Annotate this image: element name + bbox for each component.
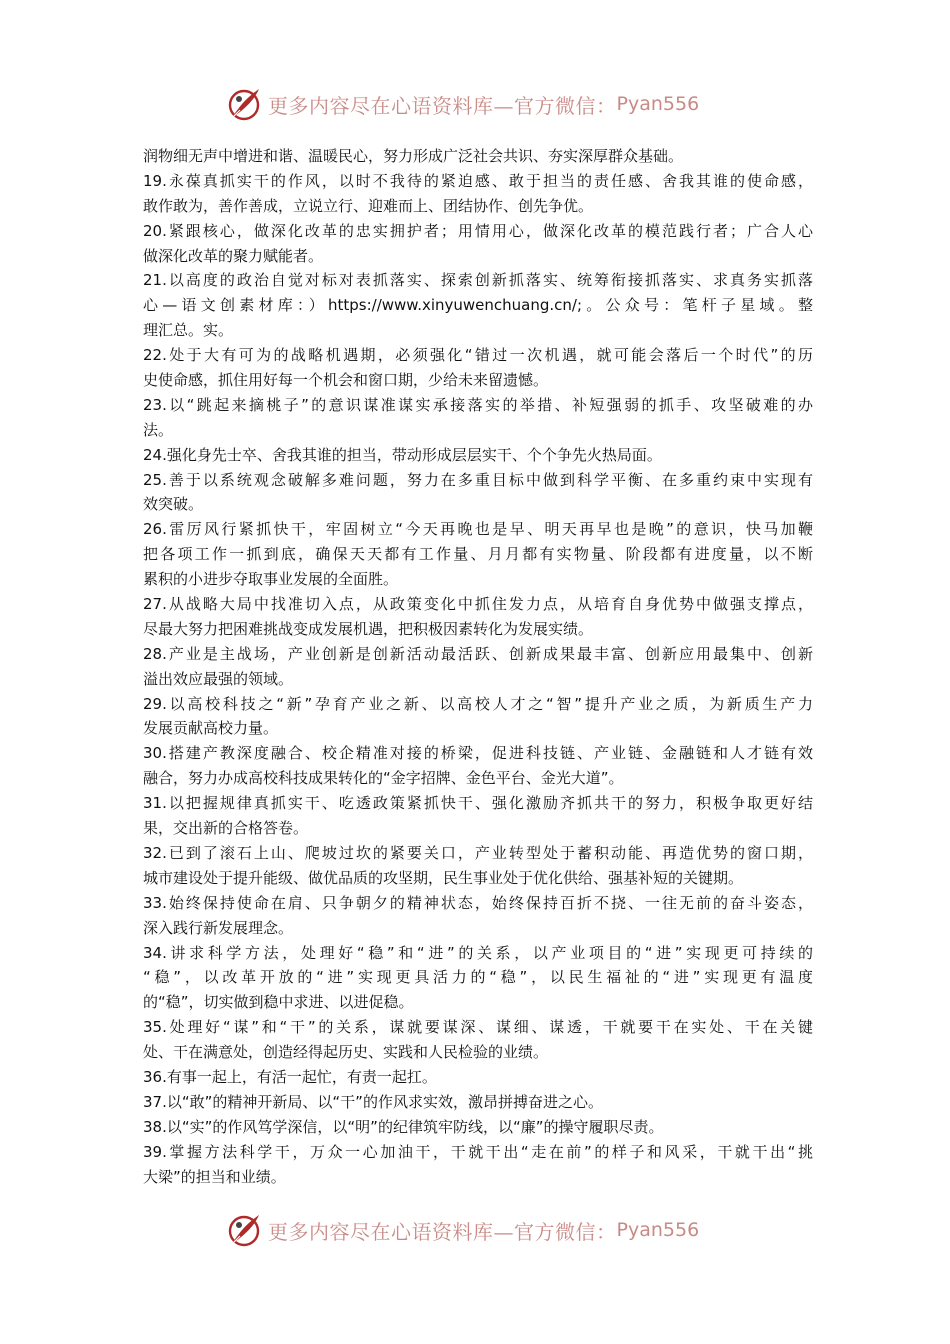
header-banner xyxy=(226,84,726,124)
footer-banner xyxy=(226,1210,726,1250)
text-line: 22.处于大有可为的战略机遇期，必须强化“错过一次机遇，就可能会落后一个时代”的历 xyxy=(143,346,813,365)
text-line: 理汇总。实。 xyxy=(143,321,234,340)
text-line: 27.从战略大局中找准切入点，从政策变化中抓住发力点，从培育自身优势中做强支撑点， xyxy=(143,595,813,614)
text-line: 尽最大努力把困难挑战变成发展机遇，把积极因素转化为发展实绩。 xyxy=(143,619,594,638)
banner-text: 更多内容尽在心语资料库—官方微信： xyxy=(268,93,617,118)
text-line: 29.以高校科技之“新”孕育产业之新、以高校人才之“智”提升产业之质，为新质生产力 xyxy=(143,694,813,713)
text-line: 的“稳”，切实做到稳中求进、以进促稳。 xyxy=(143,993,414,1012)
text-line: 把各项工作一抓到底，确保天天都有工作量、月月都有实物量、阶段都有进度量，以不断 xyxy=(143,545,813,564)
text-line: 效突破。 xyxy=(143,495,204,514)
text-line: 果，交出新的合格答卷。 xyxy=(143,819,309,838)
text-line: 20.紧跟核心，做深化改革的忠实拥护者；用情用心，做深化改革的模范践行者；广合人心 xyxy=(143,221,813,240)
text-line: 19.永葆真抓实干的作风，以时不我待的紧迫感、敢于担当的责任感、舍我其谁的使命感， xyxy=(143,171,813,190)
text-line: 处、干在满意处，创造经得起历史、实践和人民检验的业绩。 xyxy=(143,1043,549,1062)
text-line: 23.以“跳起来摘桃子”的意识谋准谋实承接落实的举措、补短强弱的抓手、攻坚破难的办 xyxy=(143,395,813,414)
document-body xyxy=(143,144,813,1189)
text-line: 34.讲求科学方法，处理好“稳”和“进”的关系，以产业项目的“进”实现更可持续的 xyxy=(143,943,813,962)
text-line: 融合，努力办成高校科技成果转化的“金字招牌、金色平台、金光大道”。 xyxy=(143,769,624,788)
text-line: 33.始终保持使命在肩、只争朝夕的精神状态，始终保持百折不挠、一往无前的奋斗姿态， xyxy=(143,893,813,912)
text-line: “稳”，以改革开放的“进”实现更具活力的“稳”，以民生福祉的“进”实现更有温度 xyxy=(143,968,813,987)
text-line: 39.掌握方法科学干，万众一心加油干，干就干出“走在前”的样子和风采，干就干出“挑 xyxy=(143,1142,813,1161)
text-line: 31.以把握规律真抓实干、吃透政策紧抓快干、强化激励齐抓共干的努力，积极争取更好结 xyxy=(143,794,813,813)
banner-text: 更多内容尽在心语资料库—官方微信： xyxy=(268,1219,617,1244)
text-line: 38.以“实”的作风笃学深信，以“明”的纪律筑牢防线，以“廉”的操守履职尽责。 xyxy=(143,1117,664,1136)
text-line: 25.善于以系统观念破解多难问题，努力在多重目标中做到科学平衡、在多重约束中实现有 xyxy=(143,470,813,489)
text-line: 润物细无声中增进和谐、温暖民心，努力形成广泛社会共识、夯实深厚群众基础。 xyxy=(143,147,684,165)
text-line: 累积的小进步夺取事业发展的全面胜。 xyxy=(143,570,399,589)
text-line: 大梁”的担当和业绩。 xyxy=(143,1167,286,1186)
text-line: 36.有事一起上，有活一起忙，有责一起扛。 xyxy=(143,1067,437,1086)
quill-pen-logo-icon xyxy=(226,1212,262,1248)
text-line: 深入践行新发展理念。 xyxy=(143,918,294,937)
banner-wechat-id: Pyan556 xyxy=(616,93,700,115)
text-line: 28.产业是主战场，产业创新是创新活动最活跃、创新成果最丰富、创新应用最集中、创新 xyxy=(143,644,813,663)
quill-pen-logo-icon xyxy=(226,86,262,122)
text-line: 21.以高度的政治自觉对标对表抓落实、探索创新抓落实、统筹衔接抓落实、求真务实抓落 xyxy=(143,271,813,290)
text-line: 城市建设处于提升能级、做优品质的攻坚期，民生事业处于优化供给、强基补短的关键期。 xyxy=(143,868,744,887)
text-line: 发展贡献高校力量。 xyxy=(143,719,279,738)
text-line: 24.强化身先士卒、舍我其谁的担当，带动形成层层实干、个个争先火热局面。 xyxy=(143,445,662,464)
text-line: 敢作敢为，善作善成，立说立行、迎难而上、团结协作、创先争优。 xyxy=(143,196,594,215)
text-line: 32.已到了滚石上山、爬坡过坎的紧要关口，产业转型处于蓄积动能、再造优势的窗口期， xyxy=(143,843,813,862)
text-line: 心—语文创素材库：）https://www.xinyuwenchuang.cn/;。公众号：笔杆子星域。整 xyxy=(143,296,813,315)
text-line: 26.雷厉风行紧抓快干，牢固树立“今天再晚也是早、明天再早也是晚”的意识，快马加鞭 xyxy=(143,520,813,539)
text-line: 35.处理好“谋”和“干”的关系，谋就要谋深、谋细、谋透，干就要干在实处、干在关键 xyxy=(143,1018,813,1037)
banner-wechat-id: Pyan556 xyxy=(616,1219,700,1241)
text-line: 溢出效应最强的领域。 xyxy=(143,669,294,688)
text-line: 法。 xyxy=(143,420,174,439)
text-line: 做深化改革的聚力赋能者。 xyxy=(143,246,324,265)
text-line: 37.以“敢”的精神开新局、以“干”的作风求实效，激昂拼搏奋进之心。 xyxy=(143,1092,603,1111)
text-line: 30.搭建产教深度融合、校企精准对接的桥梁，促进科技链、产业链、金融链和人才链有效 xyxy=(143,744,813,763)
text-line: 史使命感，抓住用好每一个机会和窗口期，少给未来留遗憾。 xyxy=(143,371,549,390)
